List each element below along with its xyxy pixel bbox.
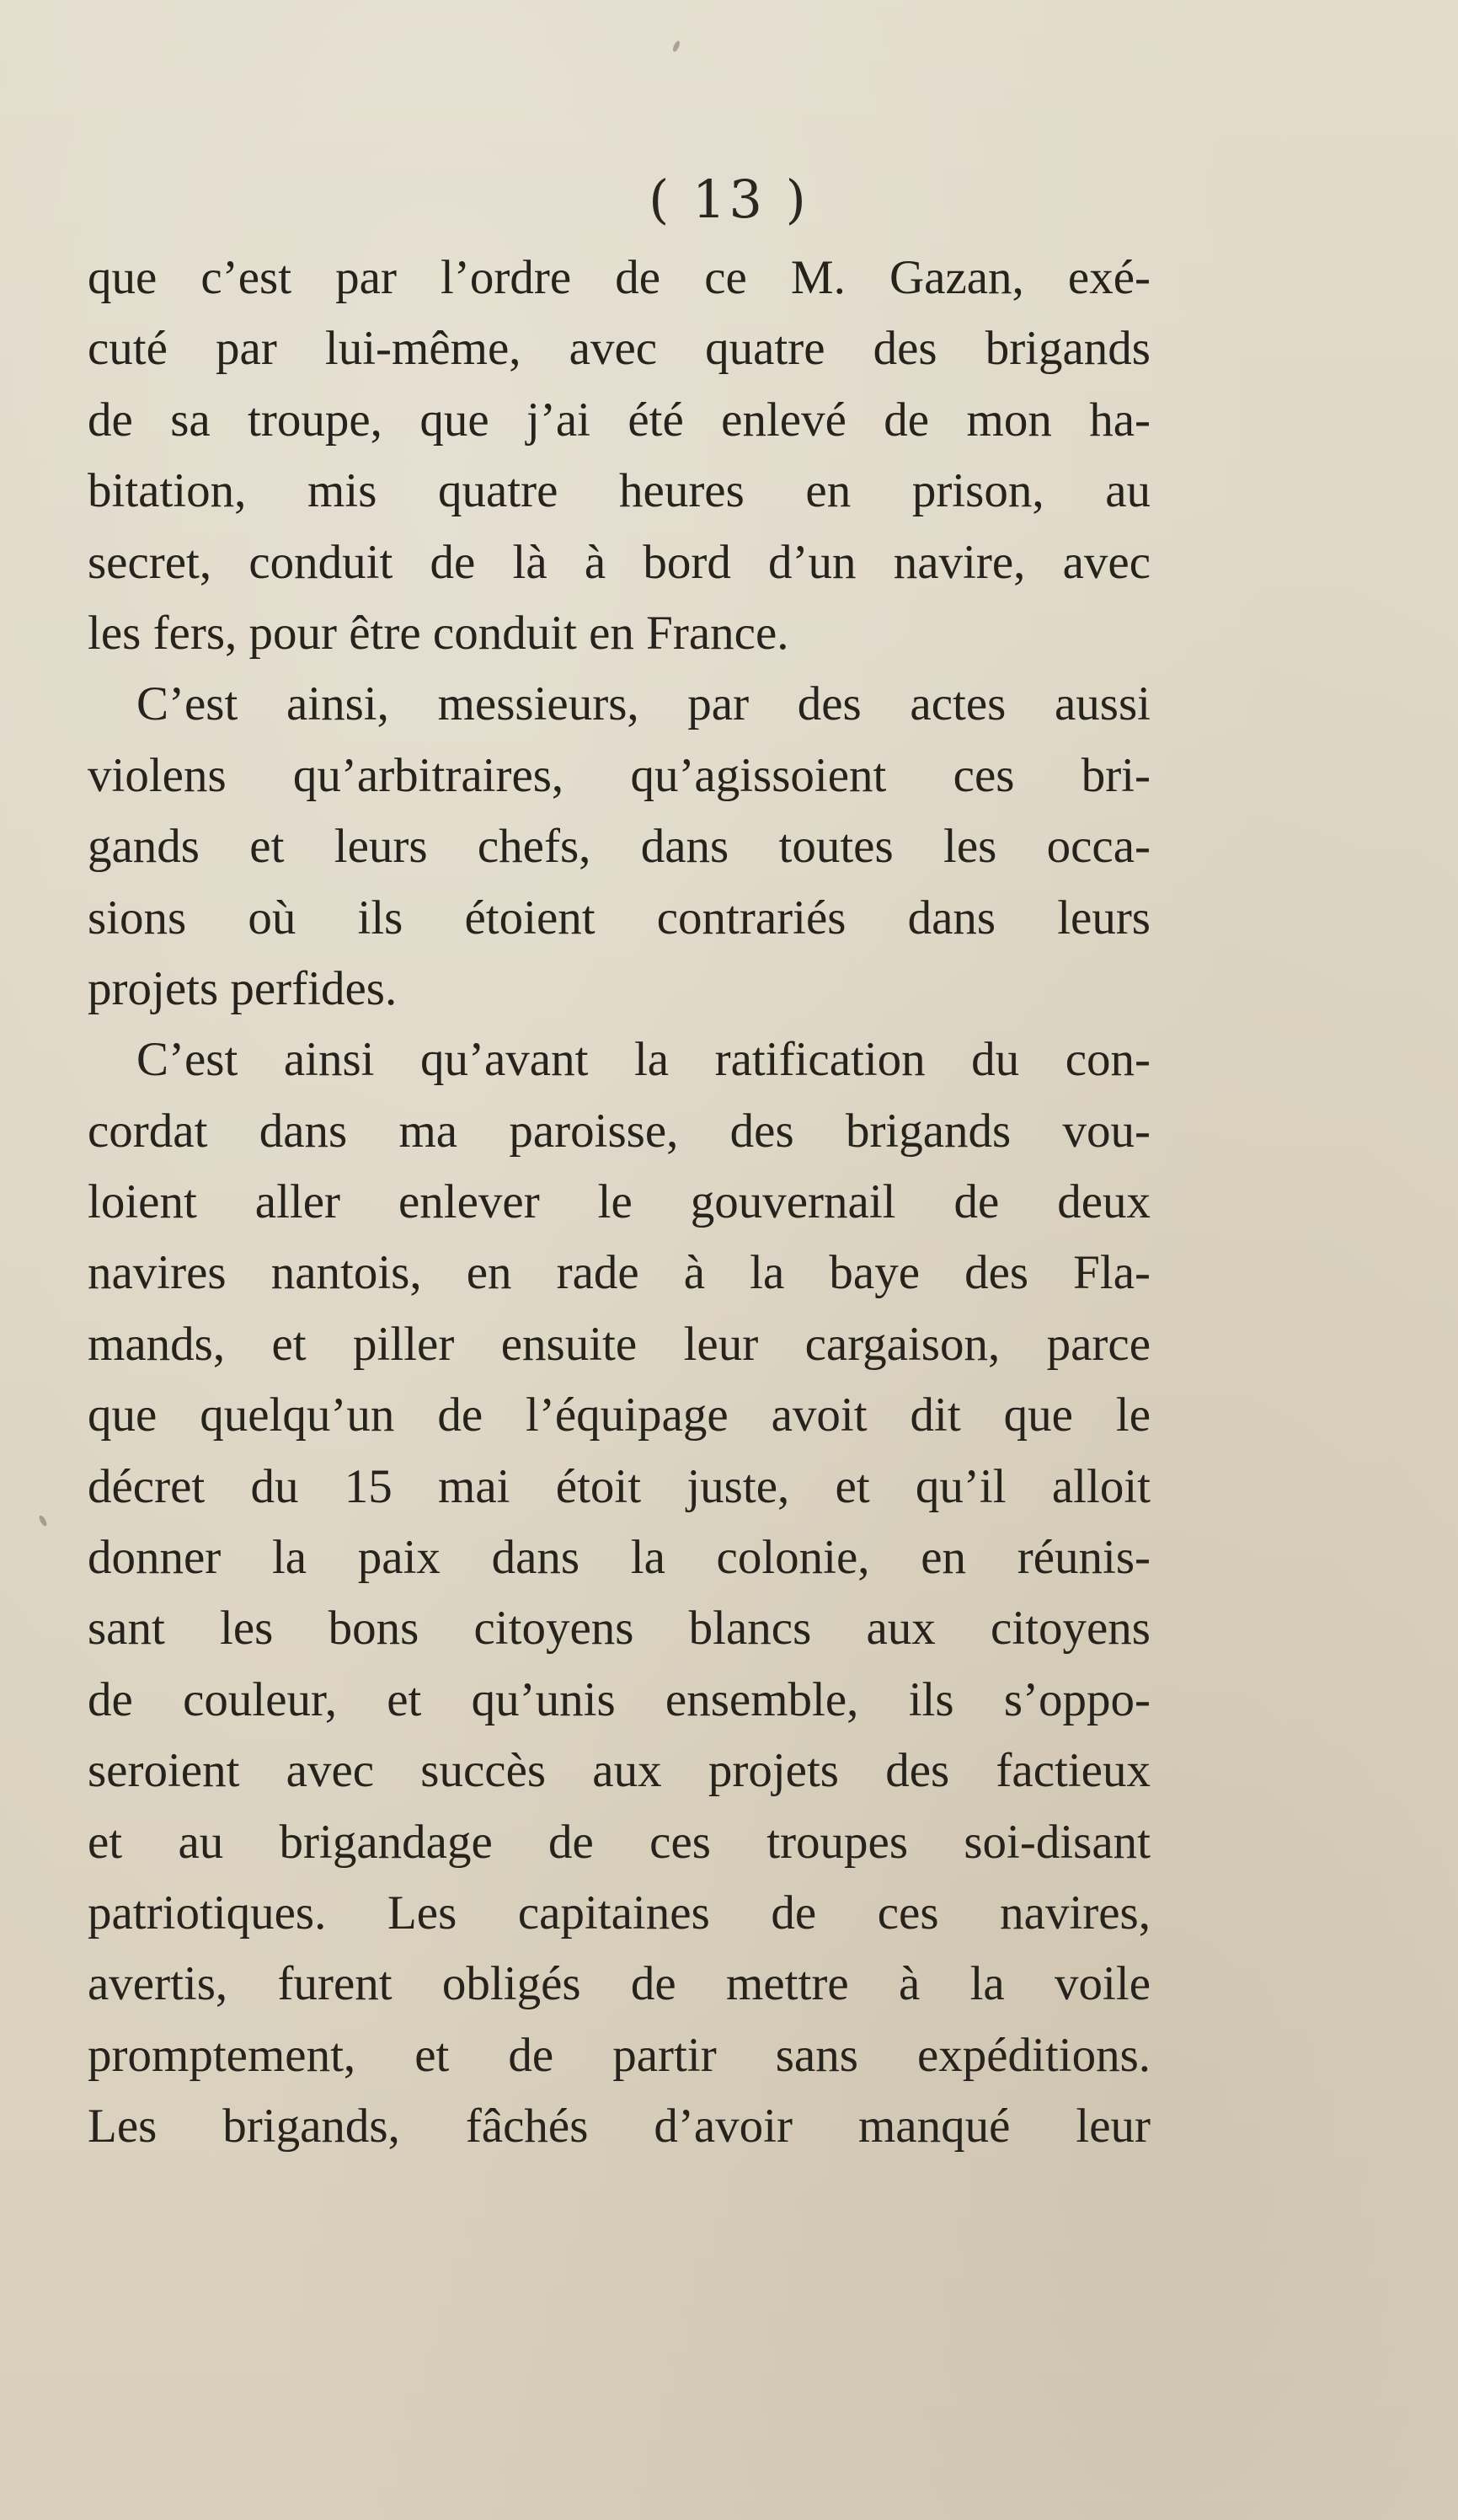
text-line: Les brigands, fâchés d’avoir manqué leur: [88, 2100, 1151, 2154]
text-line: décret du 15 mai étoit juste, et qu’il alloit: [88, 1459, 1151, 1513]
text-line: gands et leurs chefs, dans toutes les occa-: [88, 820, 1151, 874]
text-line: et au brigandage de ces troupes soi-disant: [88, 1815, 1151, 1869]
text-line: sions où ils étoient contrariés dans leurs: [88, 891, 1151, 944]
text-line: patriotiques. Les capitaines de ces navires,: [88, 1886, 1151, 1939]
text-line: mands, et piller ensuite leur cargaison, parce: [88, 1317, 1151, 1371]
page-number: ( 13 ): [649, 169, 809, 230]
text-line: secret, conduit de là à bord d’un navire, avec: [88, 535, 1151, 589]
text-line: promptement, et de partir sans expéditions.: [88, 2028, 1151, 2082]
text-line: violens qu’arbitraires, qu’agissoient ces bri-: [88, 748, 1151, 802]
text-line: les fers, pour être conduit en France.: [88, 606, 789, 660]
body-text: [88, 243, 1151, 2163]
text-line: de sa troupe, que j’ai été enlevé de mon ha-: [88, 393, 1151, 447]
text-line: que quelqu’un de l’équipage avoit dit que le: [88, 1388, 1151, 1442]
text-line: loient aller enlever le gouvernail de deux: [88, 1175, 1151, 1229]
text-line: cordat dans ma paroisse, des brigands vou-: [88, 1104, 1151, 1158]
text-line: cuté par lui-même, avec quatre des brigands: [88, 322, 1151, 376]
text-line: donner la paix dans la colonie, en réunis-: [88, 1531, 1151, 1585]
text-line: avertis, furent obligés de mettre à la voile: [88, 1957, 1151, 2011]
text-line: C’est ainsi, messieurs, par des actes aussi: [136, 677, 1151, 731]
text-line: seroient avec succès aux projets des factieux: [88, 1744, 1151, 1798]
ink-blemish: [671, 40, 681, 52]
text-line: C’est ainsi qu’avant la ratification du con-: [136, 1033, 1151, 1087]
text-line: bitation, mis quatre heures en prison, au: [88, 464, 1151, 518]
ink-blemish: [38, 1514, 48, 1527]
text-line: que c’est par l’ordre de ce M. Gazan, exé-: [88, 251, 1151, 304]
text-line: de couleur, et qu’unis ensemble, ils s’oppo-: [88, 1672, 1151, 1726]
text-line: sant les bons citoyens blancs aux citoyens: [88, 1602, 1151, 1656]
text-line: navires nantois, en rade à la baye des Fla-: [88, 1246, 1151, 1300]
text-line: projets perfides.: [88, 961, 398, 1015]
